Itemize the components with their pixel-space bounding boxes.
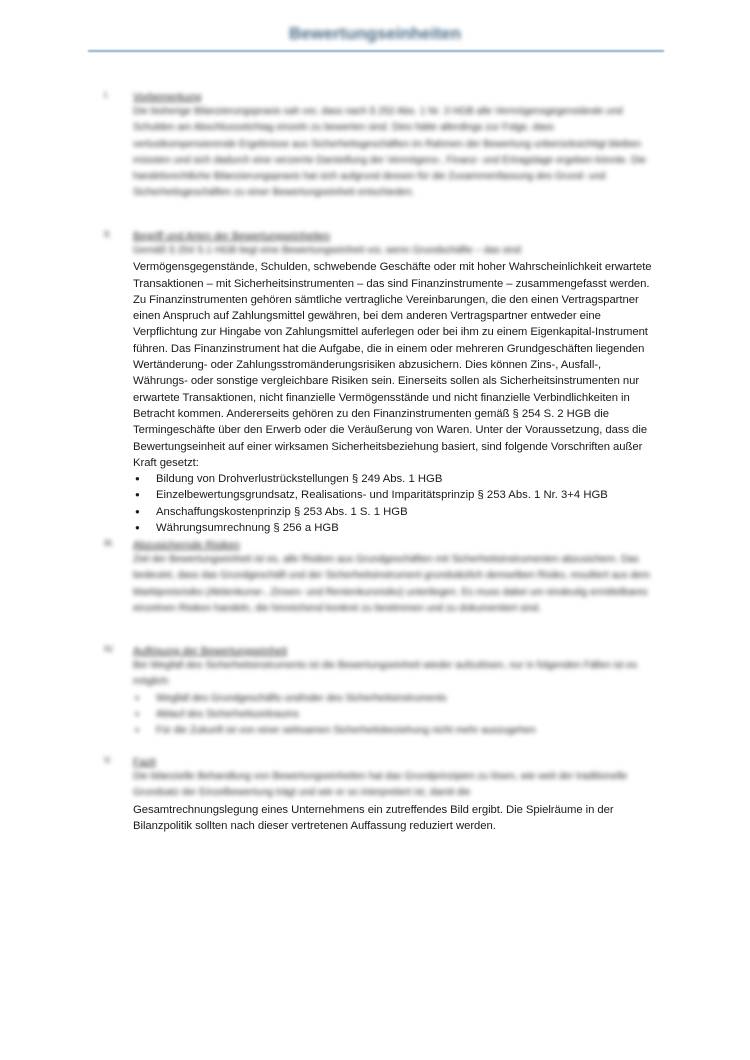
section-number: V. [104, 755, 112, 765]
section-3 [104, 538, 658, 617]
list-item: ● Wegfall des Grundgeschäfts und/oder des Sicherheitsinstruments [156, 691, 658, 707]
conditions-list [118, 691, 658, 740]
section-body: Gesamtrechnungslegung eines Unternehmens ein zutreffendes Bild ergibt. Die Spielräume in der Bilanzpolitik sollten nach dieser vertretenen Auffassung reduziert werden. [133, 803, 614, 832]
list-item: ● Ablauf des Sicherheitszeitraums [156, 707, 658, 723]
section-5 [104, 755, 658, 834]
section-heading: Begriff und Arten der Bewertungseinheiten [133, 230, 331, 242]
section-body: Vermögensgegenstände, Schulden, schwebende Geschäfte oder mit hoher Wahrscheinlichkeit erwartete Transaktionen – mit Sicherheitsinstrumenten – das sind Finanzinstrumente – zusammengefasst werden. Zu Finanzinstrumenten gehören sämtliche vertragliche Vereinbarungen, die den einen Vertragspartner einen Anspruch auf Zahlungsmittel gewähren, bei dem anderen Vertragspartner entweder eine Verpflichtung zur Hingabe von Zahlungsmittel auferlegen oder bei ihm zu einem Eigenkapital-Instrument führen. Das Finanzinstrument hat die Aufgabe, die in einem oder mehreren Grundgeschäften liegenden Wertänderung- oder Zahlungsstromänderungsrisiken abzusichern. Dies können Zins-, Ausfall-, Währungs- oder sonstige vergleichbare Risiken sein. Einerseits sollen als Sicherheitsinstrumenten nur erwartete Transaktionen, nicht finanzielle Vermögensstände und nicht finanzielle Verbindlichkeiten in Betracht kommen. Andererseits gehören zu den Finanzinstrumenten gemäß § 254 S. 2 HGB die Termingeschäfte über den Erwerb oder die Veräußerung von Waren. Unter der Voraussetzung, dass die Bewertungseinheit auf einer wirksamen Sicherheitsbeziehung basiert, sind folgende Vorschriften außer Kraft gesetzt: [133, 261, 652, 469]
section-number: II. [104, 229, 112, 239]
section-heading: Auflösung der Bewertungseinheit [133, 645, 288, 657]
section-heading: Vorbemerkung [133, 91, 202, 103]
section-body: Ziel der Bewertungseinheit ist es, alle Risiken aus Grundgeschäften mit Sicherheitsinstrumenten abzusichern. Das bedeutet, dass das Grundgeschäft und der Sicherheitsinstrument grundsätzlich demselben Risiko, resultiert aus dem Marktpreisrisiko (Aktienkurse-, Zinsen- und Rentenkursrisiko) unterliegen. Es muss dabei um eindeutig ermittelbares einzelnen Risiken handeln, die hinreichend konkret zu bestimmen und zu dokumentiert sind. [133, 554, 650, 614]
list-item: ● Einzelbewertungsgrundsatz, Realisations- und Imparitätsprinzip § 253 Abs. 1 Nr. 3+4 HGB [156, 487, 658, 503]
section-lead: Gemäß § 254 S.1 HGB liegt eine Bewertungseinheit vor, wenn Grundschäfte – das sind [133, 245, 521, 256]
section-number: IV. [104, 644, 115, 654]
section-body: Die bisherige Bilanzierungspraxis sah vor, dass nach § 252 Abs. 1 Nr. 3 HGB alle Vermögensgegenstände und Schulden am Abschlussstichtag einzeln zu bewerten sind. Dies hätte allerdings zur Folge, dass verlustkompensierende Ergebnisse aus Sicherheitsgeschäften im Rahmen der Bewertung unberücksichtigt bleiben müssten und sich dadurch eine verzerrte Darstellung der Vermögens-, Finanz- und Ertragslage ergeben könnte. Die handelsrechtliche Bilanzierungspraxis hat sich aufgrund dessen für die Zusammenfassung des Grund- und Sicherheitsgeschäften zu einer Bewertungseinheit entschieden. [133, 106, 647, 199]
section-1 [104, 90, 658, 202]
section-body: Bei Wegfall des Sicherheitsinstruments ist die Bewertungseinheit wieder aufzulösen, nur in folgenden Fällen ist es möglich: [133, 660, 637, 688]
rules-list [118, 471, 658, 536]
section-4 [104, 644, 658, 739]
section-lead: Die bilanzielle Behandlung von Bewertungseinheiten hat das Grundprinzipien zu lösen, wie weit der traditionelle Grundsatz der Einzelbewertung trägt und wie er so interpretiert ist, damit die [133, 771, 628, 799]
section-2 [104, 229, 658, 536]
list-item: ● Währungsumrechnung § 256 a HGB [156, 520, 658, 536]
section-number: III. [104, 538, 115, 548]
list-item: ● Bildung von Drohverlustrückstellungen § 249 Abs. 1 HGB [156, 471, 658, 487]
section-number: I. [104, 90, 110, 100]
title-divider [88, 50, 664, 52]
section-heading: Fazit [133, 756, 156, 768]
section-heading: Abzusichernde Risiken [133, 539, 240, 551]
page-title: Bewertungseinheiten [289, 24, 461, 43]
list-item: ● Für die Zukunft ist von einer wirksamen Sicherheitsbeziehung nicht mehr auszugehen [156, 723, 658, 739]
list-item: ● Anschaffungskostenprinzip § 253 Abs. 1 S. 1 HGB [156, 504, 658, 520]
